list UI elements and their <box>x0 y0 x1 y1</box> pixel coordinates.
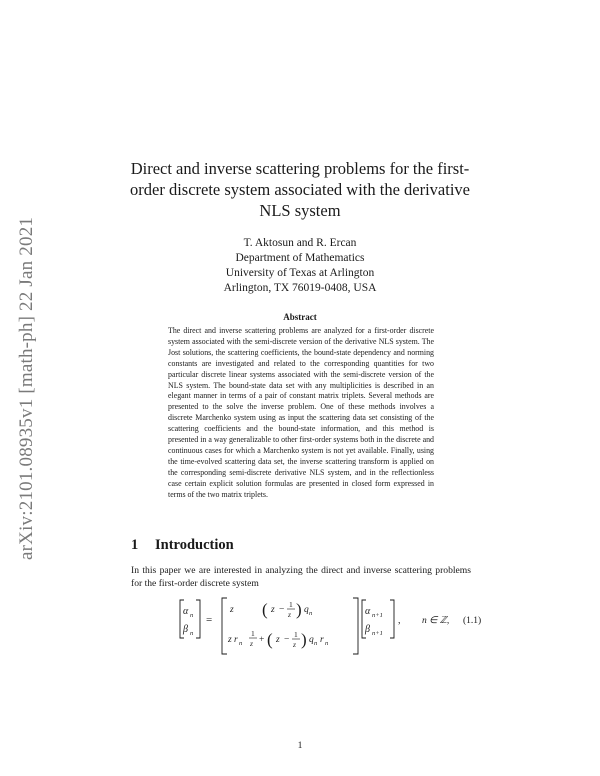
lhs-alpha: α <box>183 606 189 617</box>
m12-close-paren: ) <box>296 600 302 619</box>
m22-q-index: n <box>314 640 318 647</box>
intro-paragraph: In this paper we are interested in analyzing the direct and inverse scattering problems for the first-order discrete system <box>131 565 471 589</box>
m12-frac-den: z <box>288 610 291 619</box>
author-block <box>150 236 450 296</box>
author-department: Department of Mathematics <box>235 252 365 264</box>
rhs-alpha-index: n+1 <box>372 612 383 619</box>
m22-minus: − <box>284 635 290 645</box>
eq-number: (1.1) <box>463 616 482 626</box>
page-number: 1 <box>297 740 303 751</box>
equation-svg <box>170 596 490 656</box>
m22-r-index: n <box>325 640 329 647</box>
matrix-left-bracket <box>222 598 227 654</box>
m12-open-paren: ( <box>262 600 268 619</box>
m22-open-paren: ( <box>267 630 273 649</box>
section-heading <box>131 537 234 554</box>
m22-q: q <box>309 635 314 645</box>
m22-frac-den: z <box>250 639 253 648</box>
author-names: T. Aktosun and R. Ercan <box>243 237 357 249</box>
m11-z: z <box>230 605 234 615</box>
equation-1-1 <box>170 596 490 656</box>
m22-frac2-den: z <box>293 640 296 649</box>
abstract-text: The direct and inverse scattering problems are analyzed for a first-order discrete system associated with the semi-discrete version of the derivative NLS system. The Jost solutions, the scattering coefficients, the bound-state dependency and norming constants are investigated and related to the corresponding quantities for two particular discrete linear systems associated with the semi-discrete version of the NLS system. The bound-state data set with any multiplicities is described in an elegant manner in terms of a pair of constant matrix triplets. Several methods are presented to the solve the inverse problem. One of these methods involves a discrete Marchenko system using as input the scattering data set consisting of the scattering coefficients and the bound-state information, and this method is presented in a way generalizable to other first-order systems both in the discrete and continuous cases for which a Marchenko system is not yet available. Finally, using the time-evolved scattering data set, the inverse scattering transform is applied on the corresponding semi-discrete derivative NLS system, and in the reflectionless case certain explicit solution formulas are presented in closed form expressed in terms of the two matrix triplets. <box>168 326 434 499</box>
m22-plus: + <box>259 635 265 645</box>
section-title: Introduction <box>155 537 234 553</box>
m21-r: r <box>234 635 238 645</box>
m21-r-index: n <box>239 640 243 647</box>
lhs-alpha-index: n <box>190 612 194 619</box>
rhs-beta: β <box>365 624 370 635</box>
m12-q-index: n <box>309 610 313 617</box>
m22-z: z <box>276 635 280 645</box>
equals-sign: = <box>206 614 213 626</box>
m12-frac-num: 1 <box>289 600 293 609</box>
rhs-alpha: α <box>365 606 371 617</box>
paper-title: Direct and inverse scattering problems for the first-order discrete system associated with the derivative NLS system <box>130 159 470 220</box>
abstract-heading: Abstract <box>283 312 317 322</box>
lhs-right-bracket <box>196 600 200 638</box>
rhs-right-bracket <box>390 600 394 638</box>
lhs-beta: β <box>183 624 188 635</box>
m22-frac-num: 1 <box>251 629 255 638</box>
m22-frac2-num: 1 <box>294 630 298 639</box>
m12-q: q <box>304 605 309 615</box>
m12-z: z <box>271 605 275 615</box>
eq-comma: , <box>398 615 401 626</box>
author-university: University of Texas at Arlington <box>225 267 375 279</box>
m22-close-paren: ) <box>301 630 307 649</box>
section-number: 1 <box>131 537 139 553</box>
author-address: Arlington, TX 76019-0408, USA <box>223 282 377 294</box>
matrix-right-bracket <box>353 598 358 654</box>
rhs-beta-index: n+1 <box>372 630 383 637</box>
m12-minus: − <box>279 605 285 615</box>
arxiv-identifier-stamp: arXiv:2101.08935v1 [math-ph] 22 Jan 2021 <box>16 216 37 560</box>
m22-r: r <box>320 635 324 645</box>
m21-z: z <box>228 635 232 645</box>
lhs-beta-index: n <box>190 630 194 637</box>
eq-domain: n ∈ ℤ, <box>422 616 450 626</box>
